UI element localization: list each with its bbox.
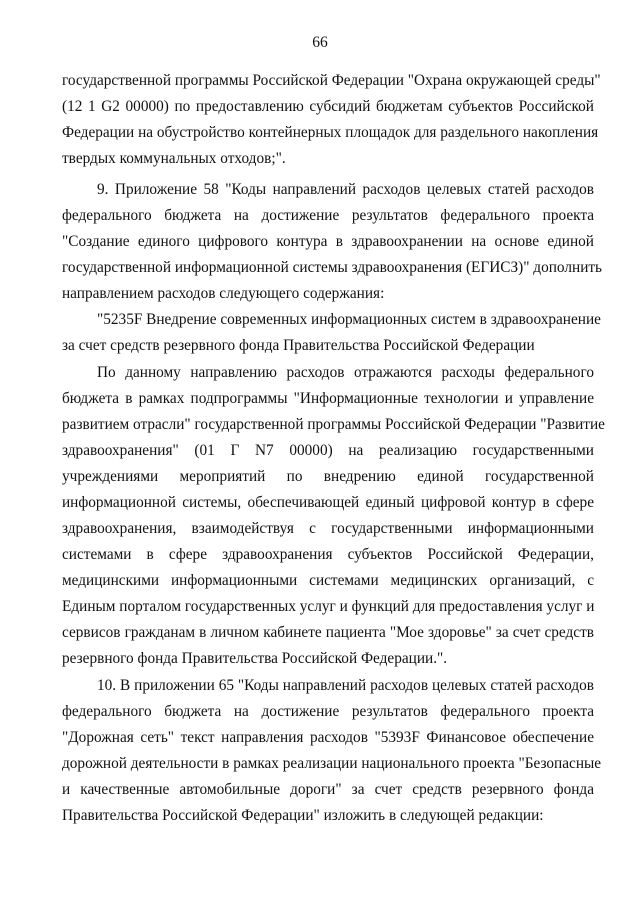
- text-line: информационной системы, обеспечивающей единый цифровой контур в сфере: [62, 494, 594, 511]
- text-line: здравоохранения" (01 Г N7 00000) на реализацию государственными: [62, 442, 594, 459]
- text-line: государственной программы Российской Федерации "Охрана окружающей среды": [62, 72, 601, 89]
- text-line: 9. Приложение 58 "Коды направлений расходов целевых статей расходов: [97, 181, 594, 198]
- text-line: сервисов гражданам в личном кабинете пациента "Мое здоровье" за счет средств: [62, 624, 594, 641]
- text-line: бюджета в рамках подпрограммы "Информационные технологии и управление: [62, 390, 594, 407]
- text-line: развитием отрасли" государственной программы Российской Федерации "Развитие: [62, 416, 605, 433]
- text-line: системами в сфере здравоохранения субъектов Российской Федерации,: [62, 546, 594, 563]
- text-line: Федерации на обустройство контейнерных площадок для раздельного накопления: [62, 124, 599, 141]
- text-line: направлением расходов следующего содержания:: [62, 285, 385, 302]
- text-line: за счет средств резервного фонда Правительства Российской Федерации: [62, 337, 535, 354]
- text-line: "Дорожная сеть" текст направления расходов "5393F Финансовое обеспечение: [62, 729, 594, 746]
- text-line: медицинскими информационными системами медицинских организаций, с: [62, 572, 594, 589]
- text-line: 10. В приложении 65 "Коды направлений расходов целевых статей расходов: [97, 677, 594, 694]
- text-line: По данному направлению расходов отражаются расходы федерального: [97, 364, 594, 381]
- text-line: государственной информационной системы здравоохранения (ЕГИСЗ)" дополнить: [62, 259, 603, 276]
- text-line: федерального бюджета на достижение результатов федерального проекта: [62, 703, 594, 720]
- page-number: 66: [312, 34, 328, 51]
- text-line: Единым порталом государственных услуг и функций для предоставления услуг и: [62, 598, 595, 615]
- text-line: учреждениями мероприятий по внедрению единой государственной: [62, 468, 594, 485]
- text-line: (12 1 G2 00000) по предоставлению субсидий бюджетам субъектов Российской: [62, 98, 594, 115]
- text-line: "Создание единого цифрового контура в здравоохранении на основе единой: [62, 233, 594, 250]
- text-line: здравоохранения, взаимодействуя с государственными информационными: [62, 520, 594, 537]
- text-line: резервного фонда Правительства Российской Федерации.".: [62, 650, 448, 667]
- text-line: федерального бюджета на достижение результатов федерального проекта: [62, 207, 594, 224]
- text-line: "5235F Внедрение современных информационных систем в здравоохранение: [97, 311, 601, 328]
- text-line: Правительства Российской Федерации" изложить в следующей редакции:: [62, 807, 544, 824]
- text-line: дорожной деятельности в рамках реализации национального проекта "Безопасные: [62, 755, 602, 772]
- text-line: твердых коммунальных отходов;".: [62, 150, 286, 167]
- text-line: и качественные автомобильные дороги" за счет средств резервного фонда: [62, 781, 594, 798]
